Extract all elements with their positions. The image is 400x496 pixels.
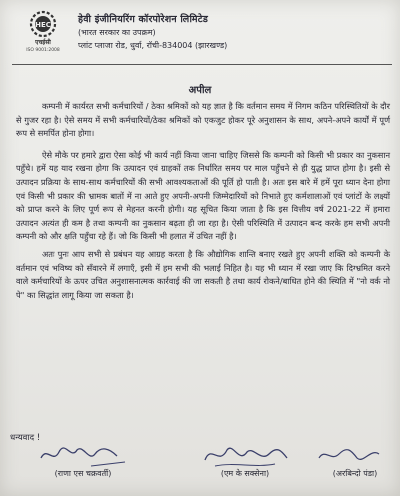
svg-text:HEC: HEC [35,21,51,29]
company-name: हेवी इंजीनियरिंग कॉरपोरेशन लिमिटेड [78,14,209,25]
handwritten-signature [33,440,133,470]
header-divider [12,64,392,65]
logo-abbreviation: एचईसी [35,39,51,46]
body-paragraph: अतः पुनः आप सभी से प्रबंधन यह आग्रह करता है कि औद्योगिक शान्ति बनाए रखते हुए अपनी शक्ति को कम्पनी के वर्तमान एवं भविष्य को सँवारने में लगाएँ, इसी में हम सभी की भलाई निहित है। यह भी ध्यान में रखा जाए कि दिग्भ्रमित करने वाले कर्मचारियों के ऊपर उचित अनुशासनात्मक कार्रवाई की जा सकती है तथा कार्य रोकने/बाधित होने की स्थिति में "नो वर्क नो पे" का सिद्धांत लागू किया जा सकता है। [16,248,390,300]
company-logo [22,10,64,64]
letter-title: अपील [188,85,212,96]
company-subtitle: (भारत सरकार का उपक्रम) [78,28,156,37]
signatory-name: (अरबिन्दो पंडा) [332,469,378,478]
letterhead [78,12,378,51]
body-paragraph: कम्पनी में कार्यरत सभी कर्मचारियों / ठेका श्रमिकों को यह ज्ञात है कि वर्तमान समय में निगम कठिन परिस्थितियों के दौर से गुजर रहा है। ऐसे समय में सभी कर्मचारियों/ठेका श्रमिकों को एकजुट होकर पूरे अनुशासन के साथ, अपने-अपने कार्यों में पूर्ण रूप से समर्पित होना होगा। [16,101,390,139]
body-paragraph: ऐसे मौके पर हमारे द्वारा ऐसा कोई भी कार्य नहीं किया जाना चाहिए जिससे कि कम्पनी को किसी भी प्रकार का नुकसान पहुँचे। हमें यह याद रखना होगा कि उत्पादन एवं ग्राहकों तक निर्धारित समय पर माल पहुँचने से ही युद्ध प्राप्त होगा है। इसी से उत्पादन प्रक्रिया के साथ-साथ कर्मचारियों की सभी आवश्यकताओं की पूर्ति हो पाती है। अतः इस बारे में हमें पूरा ध्यान देना होगा एवं किसी भी प्रकार की भ्रामक बातों में ना आते हुए अपनी-अपनी जिम्मेदारियों को निभाते हुए कर्मशालाओं एवं प्लांटों के लक्ष्यों को प्राप्त करने के लिए पूर्ण रूप से मेहनत करनी होगी। यह सूचित किया जाता है कि इस वित्तीय वर्ष 2021-22 में हमारा उत्पादन अत्यंत ही कम है तथा कम्पनी का नुकसान बढ़ता ही जा रहा है। ऐसी परिस्थिति में उत्पादन बन्द करके हम सभी अपनी कम्पनी को और क्षति पहुँचा रहे हैं। जो कि किसी भी हलात में उचित नहीं है। [16,149,390,242]
signatory-name: (एम के सक्सेना) [220,469,270,478]
signature-block [300,440,400,496]
closing-thanks: धन्यवाद ! [10,433,41,443]
company-address: प्लांट प्लाजा रोड, धुर्वा, रॉची-834004 (झारखण्ड) [78,41,228,50]
signatory-name: (राणा एस चक्रवर्ती) [54,469,112,478]
gear-emblem-icon [22,10,64,40]
handwritten-signature [195,440,295,470]
signature-block [28,440,138,496]
signature-block [190,440,300,496]
iso-mark: ISO 9001:2008 [26,48,60,53]
letter-body [16,100,390,306]
handwritten-signature [305,440,400,470]
